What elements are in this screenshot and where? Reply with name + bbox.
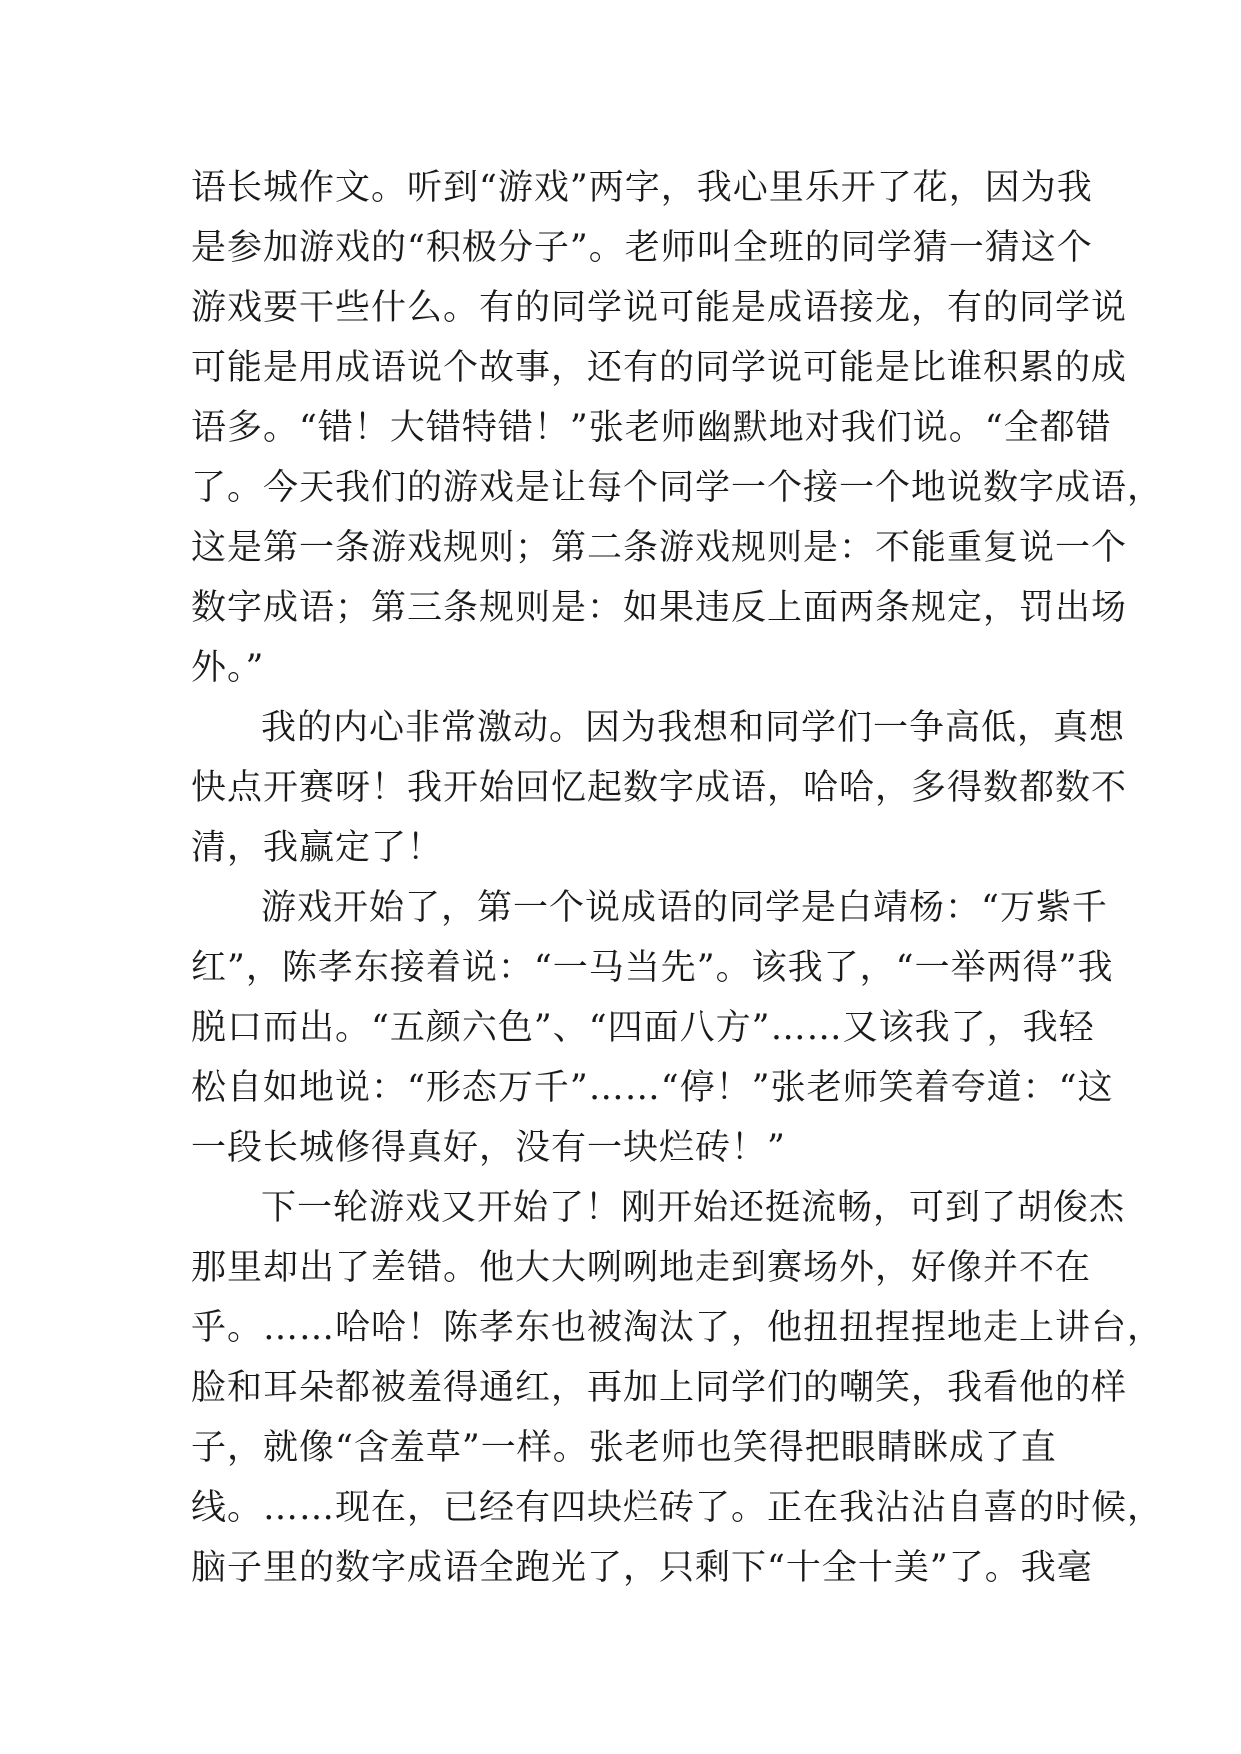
paragraph-first-line: 下一轮游戏又开始了！刚开始还挺流畅，可到了胡俊杰 xyxy=(261,1188,1126,1228)
text-line: 了。今天我们的游戏是让每个同学一个接一个地说数字成语， xyxy=(191,468,1164,508)
text-line: 这是第一条游戏规则；第二条游戏规则是：不能重复说一个 xyxy=(191,528,1128,568)
paragraph-first-line: 我的内心非常激动。因为我想和同学们一争高低，真想 xyxy=(261,708,1126,748)
text-line: 语多。“错！大错特错！”张老师幽默地对我们说。“全都错 xyxy=(191,408,1112,448)
text-line: 游戏要干些什么。有的同学说可能是成语接龙，有的同学说 xyxy=(191,288,1128,328)
text-line: 清，我赢定了！ xyxy=(191,828,444,868)
text-line: 一段长城修得真好，没有一块烂砖！” xyxy=(191,1128,786,1168)
text-line: 线。……现在，已经有四块烂砖了。正在我沾沾自喜的时候， xyxy=(191,1488,1164,1528)
essay-body xyxy=(191,158,1164,1598)
text-line: 是参加游戏的“积极分子”。老师叫全班的同学猜一猜这个 xyxy=(191,228,1093,268)
text-line: 语长城作文。听到“游戏”两字，我心里乐开了花，因为我 xyxy=(191,168,1093,208)
text-line: 乎。……哈哈！陈孝东也被淘汰了，他扭扭捏捏地走上讲台， xyxy=(191,1308,1164,1348)
text-line: 那里却出了差错。他大大咧咧地走到赛场外，好像并不在 xyxy=(191,1248,1092,1288)
paragraph-first-line: 游戏开始了，第一个说成语的同学是白靖杨：“万紫千 xyxy=(261,888,1108,928)
text-line: 子，就像“含羞草”一样。张老师也笑得把眼睛眯成了直 xyxy=(191,1428,1057,1468)
text-line: 可能是用成语说个故事，还有的同学说可能是比谁积累的成 xyxy=(191,348,1128,388)
text-line: 外。” xyxy=(191,648,265,688)
text-line: 脱口而出。“五颜六色”、“四面八方”……又该我了，我轻 xyxy=(191,1008,1095,1048)
text-line: 松自如地说：“形态万千”……“停！”张老师笑着夸道：“这 xyxy=(191,1068,1114,1108)
text-line: 脸和耳朵都被羞得通红，再加上同学们的嘲笑，我看他的样 xyxy=(191,1368,1128,1408)
text-line: 红”，陈孝东接着说：“一马当先”。该我了，“一举两得”我 xyxy=(191,948,1114,988)
text-line: 快点开赛呀！我开始回忆起数字成语，哈哈，多得数都数不 xyxy=(191,768,1128,808)
text-line: 脑子里的数字成语全跑光了，只剩下“十全十美”了。我毫 xyxy=(191,1548,1093,1588)
text-line: 数字成语；第三条规则是：如果违反上面两条规定，罚出场 xyxy=(191,588,1128,628)
